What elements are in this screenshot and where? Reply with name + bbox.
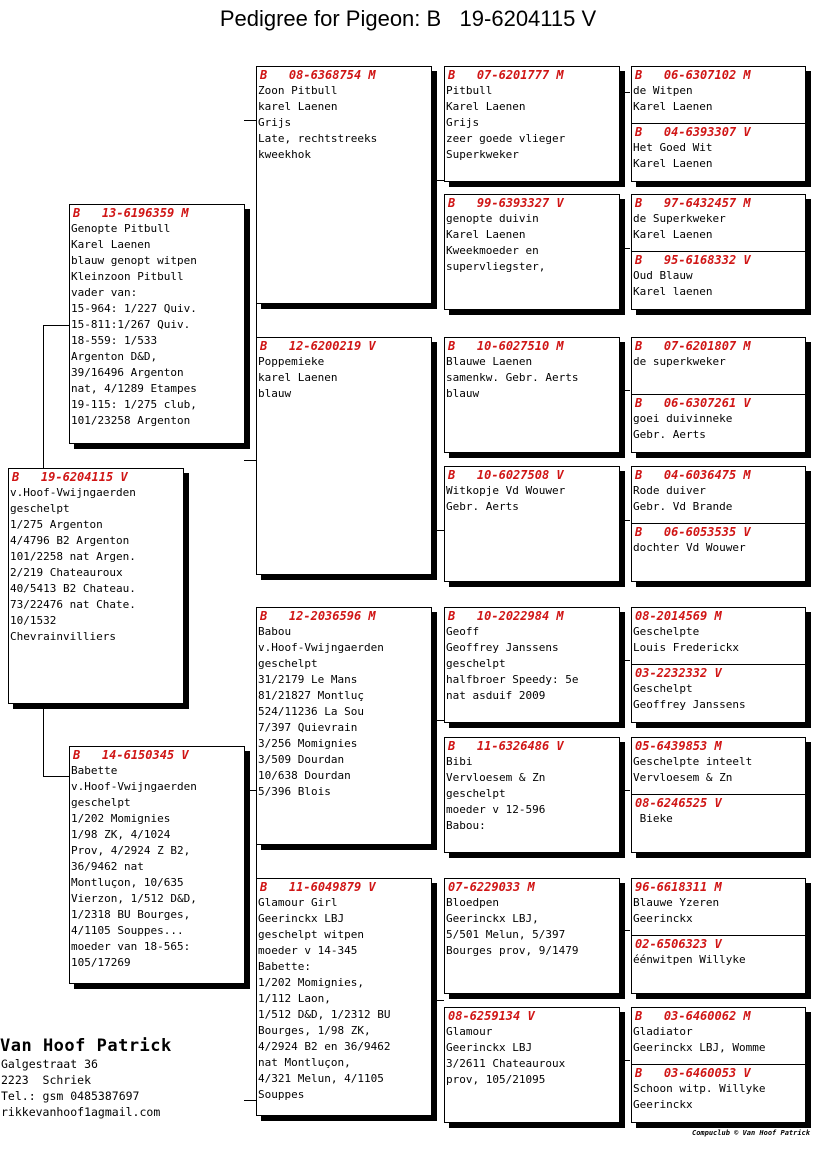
mother-card-header	[70, 747, 244, 763]
pigeon-info-line: kweekhok	[258, 148, 311, 161]
ring-number: 08-6368754 M	[288, 68, 376, 82]
connector-line	[244, 120, 256, 121]
ring-number: 08-2014569 M	[635, 609, 722, 623]
pigeon-info-line: Geerinckx LBJ,	[446, 912, 539, 925]
great-grandparent-card	[444, 737, 620, 853]
sire-section	[632, 608, 805, 656]
ancestor-pair-card	[631, 194, 806, 310]
pigeon-info-line: Bieke	[633, 812, 673, 825]
sex-code: B	[635, 525, 643, 539]
pigeon-info-line: Karel laenen	[633, 285, 713, 298]
pigeon-info-line: Bourges, 1/98 ZK,	[258, 1024, 371, 1037]
pigeon-info-line: 10/638 Dourdan	[258, 769, 351, 782]
pigeon-info-line: Geerinckx LBJ	[446, 1041, 533, 1054]
pigeon-info-line: moeder v 14-345	[258, 944, 358, 957]
pigeon-info-line: de Witpen	[633, 84, 693, 97]
pigeon-info-line: Gladiator	[633, 1025, 693, 1038]
pigeon-info-line: geschelpt	[446, 657, 506, 670]
sex-code: B	[448, 68, 456, 82]
connector-line	[43, 325, 69, 326]
dam-header	[632, 795, 805, 811]
pigeon-info-line: blauw genopt witpen	[71, 254, 197, 267]
ring-number: 13-6196359 M	[101, 206, 189, 220]
pigeon-info-line: prov, 105/21095	[446, 1073, 546, 1086]
ring-number: 14-6150345 V	[101, 748, 189, 762]
pigeon-info-line: éénwitpen Willyke	[633, 953, 746, 966]
dam-header	[632, 252, 805, 268]
mother-card	[69, 746, 245, 984]
ring-number: 06-6307102 M	[663, 68, 751, 82]
dam-section	[632, 394, 805, 443]
subject-card-header	[9, 469, 183, 485]
pigeon-info-line: 39/16496 Argenton	[71, 366, 184, 379]
grandparent-card-header	[257, 67, 431, 83]
sire-header	[632, 67, 805, 83]
pigeon-info-line: 1/98 ZK, 4/1024	[71, 828, 171, 841]
pigeon-info-line: 15-811:1/267 Quiv.	[71, 318, 191, 331]
ring-number: 07-6201807 M	[663, 339, 751, 353]
page-title	[0, 6, 816, 32]
pigeon-info-line: Geoffrey Janssens	[446, 641, 559, 654]
subject-card	[8, 468, 184, 704]
great-grandparent-card	[444, 878, 620, 994]
ring-number: 19-6204115 V	[40, 470, 128, 484]
father-card	[69, 204, 245, 444]
pigeon-info-line: Genopte Pitbull	[71, 222, 171, 235]
dam-header	[632, 665, 805, 681]
pigeon-info-line: Montluçon, 10/635	[71, 876, 184, 889]
dam-header	[632, 395, 805, 411]
pigeon-info-line: moeder van 18-565:	[71, 940, 191, 953]
owner-block	[0, 1036, 172, 1120]
ring-number: 08-6246525 V	[635, 796, 722, 810]
father-card-header	[70, 205, 244, 221]
sex-code: B	[635, 125, 643, 139]
connector-line	[620, 790, 630, 791]
pigeon-info-line: v.Hoof-Vwijngaerden	[10, 486, 136, 499]
pigeon-info-line: 1/512 D&D, 1/2312 BU	[258, 1008, 391, 1021]
pigeon-info-line: Het Goed Wit	[633, 141, 713, 154]
connector-line	[620, 248, 630, 249]
sex-code: B	[448, 339, 456, 353]
title-prefix: Pedigree for Pigeon: B	[219, 6, 442, 31]
dam-header	[632, 524, 805, 540]
pigeon-info-line: Geschelpte inteelt	[633, 755, 753, 768]
pigeon-info-line: geschelpt	[71, 796, 131, 809]
sex-code: B	[12, 470, 20, 484]
pigeon-info-line: Babou:	[446, 819, 486, 832]
pigeon-info-line: nat, 4/1289 Etampes	[71, 382, 197, 395]
connector-line	[620, 520, 630, 521]
grandparent-card-header	[257, 879, 431, 895]
pigeon-info-line: Glamour	[446, 1025, 493, 1038]
connector-line	[43, 325, 44, 468]
pigeon-info-line: v.Hoof-Vwijngaerden	[71, 780, 197, 793]
pigeon-info-line: Blauwe Yzeren	[633, 896, 720, 909]
pigeon-info-line: 5/396 Blois	[258, 785, 331, 798]
pigeon-info-line: geschelpt	[446, 787, 506, 800]
pigeon-info-line: 4/4796 B2 Argenton	[10, 534, 130, 547]
pigeon-info-line: 1/112 Laon,	[258, 992, 331, 1005]
pigeon-info-line: Argenton D&D,	[71, 350, 158, 363]
ring-number: 07-6229033 M	[448, 880, 535, 894]
sire-section	[632, 738, 805, 786]
ring-number: 96-6618311 M	[635, 880, 722, 894]
dam-section	[632, 1064, 805, 1113]
pigeon-info-line: v.Hoof-Vwijngaerden	[258, 641, 384, 654]
pigeon-info-line: blauw	[258, 387, 292, 400]
ring-number: 11-6049879 V	[288, 880, 376, 894]
great-grandparent-card	[444, 337, 620, 453]
connector-line	[620, 660, 630, 661]
pigeon-info-line: Prov, 4/2924 Z B2,	[71, 844, 191, 857]
sire-section	[632, 338, 805, 370]
pigeon-info-line: Geerinckx	[633, 1098, 693, 1111]
sire-section	[632, 1008, 805, 1056]
connector-line	[620, 930, 630, 931]
pigeon-info-line: samenkw. Gebr. Aerts	[446, 371, 579, 384]
pigeon-info-line: Geoffrey Janssens	[633, 698, 746, 711]
pigeon-info-line: Schoon witp. Willyke	[633, 1082, 766, 1095]
sire-header	[632, 195, 805, 211]
pigeon-info-line: genopte duivin	[446, 212, 539, 225]
grandparent-card	[256, 337, 432, 575]
pigeon-info-line: Karel Laenen	[71, 238, 151, 251]
pigeon-info-line: Karel Laenen	[633, 228, 713, 241]
ring-number: 10-6027510 M	[476, 339, 564, 353]
sire-header	[632, 879, 805, 895]
dam-section	[632, 523, 805, 556]
pigeon-info-line: 1/202 Momignies	[71, 812, 171, 825]
sex-code: B	[448, 609, 456, 623]
pigeon-info-line: nat Montluçon,	[258, 1056, 351, 1069]
sire-header	[632, 338, 805, 354]
grandparent-card	[256, 66, 432, 304]
pigeon-info-line: 101/2258 nat Argen.	[10, 550, 136, 563]
pigeon-info-line: Bibi	[446, 755, 473, 768]
pigeon-info-line: 105/17269	[71, 956, 131, 969]
pigeon-info-line: 101/23258 Argenton	[71, 414, 191, 427]
great-grandparent-card-header	[445, 195, 619, 211]
owner-email: rikkevanhoof1agmail.com	[1, 1105, 161, 1119]
dam-header	[632, 936, 805, 952]
ring-number: 08-6259134 V	[448, 1009, 535, 1023]
ring-number: 97-6432457 M	[663, 196, 751, 210]
grandparent-card-header	[257, 608, 431, 624]
pigeon-info-line: 19-115: 1/275 club,	[71, 398, 197, 411]
great-grandparent-card	[444, 466, 620, 582]
pigeon-info-line: 2/219 Chateauroux	[10, 566, 123, 579]
connector-line	[620, 92, 630, 93]
pigeon-info-line: de superkweker	[633, 355, 726, 368]
sex-code: B	[260, 609, 268, 623]
pigeon-info-line: Superkweker	[446, 148, 519, 161]
pigeon-info-line: Pitbull	[446, 84, 493, 97]
ring-number: 06-6053535 V	[663, 525, 751, 539]
sex-code: B	[635, 68, 643, 82]
pigeon-info-line: 73/22476 nat Chate.	[10, 598, 136, 611]
sire-header	[632, 608, 805, 624]
pigeon-info-line: Grijs	[446, 116, 480, 129]
pigeon-info-line: Oud Blauw	[633, 269, 693, 282]
pigeon-info-line: Kweekmoeder en	[446, 244, 539, 257]
ring-number: 03-6460062 M	[663, 1009, 751, 1023]
pigeon-info-line: Babette	[71, 764, 118, 777]
pigeon-info-line: blauw	[446, 387, 480, 400]
great-grandparent-card-header	[445, 1008, 619, 1024]
pigeon-info-line: Zoon Pitbull	[258, 84, 338, 97]
owner-address: Galgestraat 36	[1, 1057, 98, 1071]
sex-code: B	[448, 739, 456, 753]
pigeon-info-line: Geerinckx LBJ	[258, 912, 345, 925]
pigeon-info-line: Karel Laenen	[446, 228, 526, 241]
sex-code: B	[448, 468, 456, 482]
pigeon-info-line: Louis Frederickx	[633, 641, 739, 654]
pigeon-info-line: Babou	[258, 625, 292, 638]
dam-header	[632, 124, 805, 140]
sire-header	[632, 738, 805, 754]
pigeon-info-line: geschelpt	[10, 502, 70, 515]
pigeon-info-line: Gebr. Vd Brande	[633, 500, 733, 513]
connector-line	[244, 460, 256, 461]
sire-section	[632, 879, 805, 927]
ring-number: 10-2022984 M	[476, 609, 564, 623]
pigeon-info-line: Vervloesem & Zn	[633, 771, 733, 784]
great-grandparent-card	[444, 194, 620, 310]
connector-line	[434, 720, 444, 721]
credit-text: Compuclub © Van Hoof Patrick	[691, 1129, 810, 1137]
ancestor-pair-card	[631, 607, 806, 723]
pigeon-info-line: Vierzon, 1/512 D&D,	[71, 892, 197, 905]
pigeon-info-line: Karel Laenen	[633, 157, 713, 170]
pigeon-info-line: 10/1532	[10, 614, 57, 627]
connector-line	[620, 390, 630, 391]
ring-number: 11-6326486 V	[476, 739, 564, 753]
ring-number: 05-6439853 M	[635, 739, 722, 753]
owner-phone: Tel.: gsm 0485387697	[1, 1089, 140, 1103]
pigeon-info-line: geschelpt	[258, 657, 318, 670]
pigeon-info-line: Geschelpte	[633, 625, 700, 638]
pigeon-info-line: 4/2924 B2 en 36/9462	[258, 1040, 391, 1053]
pigeon-info-line: 4/321 Melun, 4/1105	[258, 1072, 384, 1085]
pigeon-info-line: Souppes	[258, 1088, 305, 1101]
ancestor-pair-card	[631, 66, 806, 182]
ring-number: 03-2232332 V	[635, 666, 722, 680]
grandparent-card	[256, 607, 432, 845]
pigeon-info-line: karel Laenen	[258, 371, 338, 384]
connector-line	[434, 530, 444, 531]
dam-section	[632, 664, 805, 713]
pigeon-info-line: geschelpt witpen	[258, 928, 364, 941]
pigeon-info-line: karel Laenen	[258, 100, 338, 113]
ring-number: 10-6027508 V	[476, 468, 564, 482]
pigeon-info-line: supervliegster,	[446, 260, 546, 273]
ancestor-pair-card	[631, 878, 806, 994]
pigeon-info-line: Karel Laenen	[446, 100, 526, 113]
pigeon-info-line: 3/2611 Chateauroux	[446, 1057, 566, 1070]
pigeon-info-line: dochter Vd Wouwer	[633, 541, 746, 554]
pigeon-info-line: Rode duiver	[633, 484, 706, 497]
ring-number: 95-6168332 V	[663, 253, 751, 267]
ancestor-pair-card	[631, 466, 806, 582]
pigeon-info-line: Kleinzoon Pitbull	[71, 270, 184, 283]
ancestor-pair-card	[631, 337, 806, 453]
pigeon-info-line: de Superkweker	[633, 212, 726, 225]
owner-name: Van Hoof Patrick	[0, 1036, 172, 1056]
pigeon-info-line: 3/509 Dourdan	[258, 753, 345, 766]
pigeon-info-line: nat asduif 2009	[446, 689, 546, 702]
ring-number: 99-6393327 V	[476, 196, 564, 210]
connector-line	[43, 776, 69, 777]
pigeon-info-line: 1/2318 BU Bourges,	[71, 908, 191, 921]
sex-code: B	[448, 196, 456, 210]
pigeon-info-line: 40/5413 B2 Chateau.	[10, 582, 136, 595]
sex-code: B	[635, 396, 643, 410]
pigeon-info-line: moeder v 12-596	[446, 803, 546, 816]
great-grandparent-card	[444, 66, 620, 182]
sex-code: B	[260, 68, 268, 82]
pigeon-info-line: 1/275 Argenton	[10, 518, 103, 531]
pigeon-info-line: Babette:	[258, 960, 311, 973]
pigeon-info-line: 15-964: 1/227 Quiv.	[71, 302, 197, 315]
sex-code: B	[635, 196, 643, 210]
sex-code: B	[260, 339, 268, 353]
great-grandparent-card-header	[445, 67, 619, 83]
sex-code: B	[635, 253, 643, 267]
great-grandparent-card-header	[445, 608, 619, 624]
ring-number: 12-6200219 V	[288, 339, 376, 353]
ring-number: 07-6201777 M	[476, 68, 564, 82]
pigeon-info-line: 7/397 Quievrain	[258, 721, 358, 734]
great-grandparent-card-header	[445, 338, 619, 354]
pigeon-info-line: goei duivinneke	[633, 412, 733, 425]
pigeon-info-line: 1/202 Momignies,	[258, 976, 364, 989]
pigeon-info-line: Geoff	[446, 625, 480, 638]
pigeon-info-line: Chevrainvilliers	[10, 630, 116, 643]
dam-section	[632, 794, 805, 827]
pigeon-info-line: Poppemieke	[258, 355, 325, 368]
ring-number: 06-6307261 V	[663, 396, 751, 410]
pigeon-info-line: halfbroer Speedy: 5e	[446, 673, 579, 686]
ring-number: 04-6393307 V	[663, 125, 751, 139]
connector-line	[244, 1100, 256, 1101]
connector-line	[434, 180, 444, 181]
pigeon-info-line: 3/256 Momignies	[258, 737, 358, 750]
pigeon-info-line: Vervloesem & Zn	[446, 771, 546, 784]
connector-line	[620, 1060, 630, 1061]
sex-code: B	[73, 748, 81, 762]
pigeon-info-line: Glamour Girl	[258, 896, 338, 909]
ring-number: 04-6036475 M	[663, 468, 751, 482]
great-grandparent-card	[444, 1007, 620, 1123]
dam-section	[632, 251, 805, 300]
sire-header	[632, 1008, 805, 1024]
owner-city: 2223 Schriek	[1, 1073, 92, 1087]
connector-line	[244, 790, 256, 791]
pigeon-info-line: vader van:	[71, 286, 138, 299]
pigeon-info-line: Gebr. Aerts	[446, 500, 519, 513]
pigeon-info-line: Karel Laenen	[633, 100, 713, 113]
ancestor-pair-card	[631, 1007, 806, 1123]
pigeon-info-line: 31/2179 Le Mans	[258, 673, 358, 686]
grandparent-card-header	[257, 338, 431, 354]
pigeon-info-line: Bloedpen	[446, 896, 499, 909]
ancestor-pair-card	[631, 737, 806, 853]
pigeon-info-line: 18-559: 1/533	[71, 334, 158, 347]
pigeon-info-line: Blauwe Laenen	[446, 355, 533, 368]
pigeon-info-line: 81/21827 Montluç	[258, 689, 364, 702]
sex-code: B	[635, 339, 643, 353]
sex-code: B	[260, 880, 268, 894]
pigeon-info-line: Late, rechtstreeks	[258, 132, 378, 145]
pigeon-info-line: Grijs	[258, 116, 292, 129]
pigeon-info-line: Gebr. Aerts	[633, 428, 706, 441]
great-grandparent-card	[444, 607, 620, 723]
dam-section	[632, 935, 805, 968]
sex-code: B	[635, 1009, 643, 1023]
pigeon-info-line: 4/1105 Souppes...	[71, 924, 184, 937]
pigeon-info-line: Witkopje Vd Wouwer	[446, 484, 566, 497]
pigeon-info-line: 36/9462 nat	[71, 860, 144, 873]
sex-code: B	[73, 206, 81, 220]
ring-number: 03-6460053 V	[663, 1066, 751, 1080]
dam-section	[632, 123, 805, 172]
title-ring: 19-6204115 V	[459, 6, 597, 31]
sire-section	[632, 467, 805, 515]
ring-number: 12-2036596 M	[288, 609, 376, 623]
pigeon-info-line: Geerinckx	[633, 912, 693, 925]
pigeon-info-line: Geerinckx LBJ, Womme	[633, 1041, 766, 1054]
great-grandparent-card-header	[445, 467, 619, 483]
sire-section	[632, 67, 805, 115]
pigeon-info-line: Geschelpt	[633, 682, 693, 695]
connector-line	[434, 1000, 444, 1001]
ring-number: 02-6506323 V	[635, 937, 722, 951]
pigeon-info-line: 5/501 Melun, 5/397	[446, 928, 566, 941]
great-grandparent-card-header	[445, 879, 619, 895]
great-grandparent-card-header	[445, 738, 619, 754]
pigeon-info-line: Bourges prov, 9/1479	[446, 944, 579, 957]
pigeon-info-line: 524/11236 La Sou	[258, 705, 364, 718]
pigeon-info-line: zeer goede vlieger	[446, 132, 566, 145]
sire-section	[632, 195, 805, 243]
sire-header	[632, 467, 805, 483]
sex-code: B	[635, 468, 643, 482]
dam-header	[632, 1065, 805, 1081]
grandparent-card	[256, 878, 432, 1116]
sex-code: B	[635, 1066, 643, 1080]
